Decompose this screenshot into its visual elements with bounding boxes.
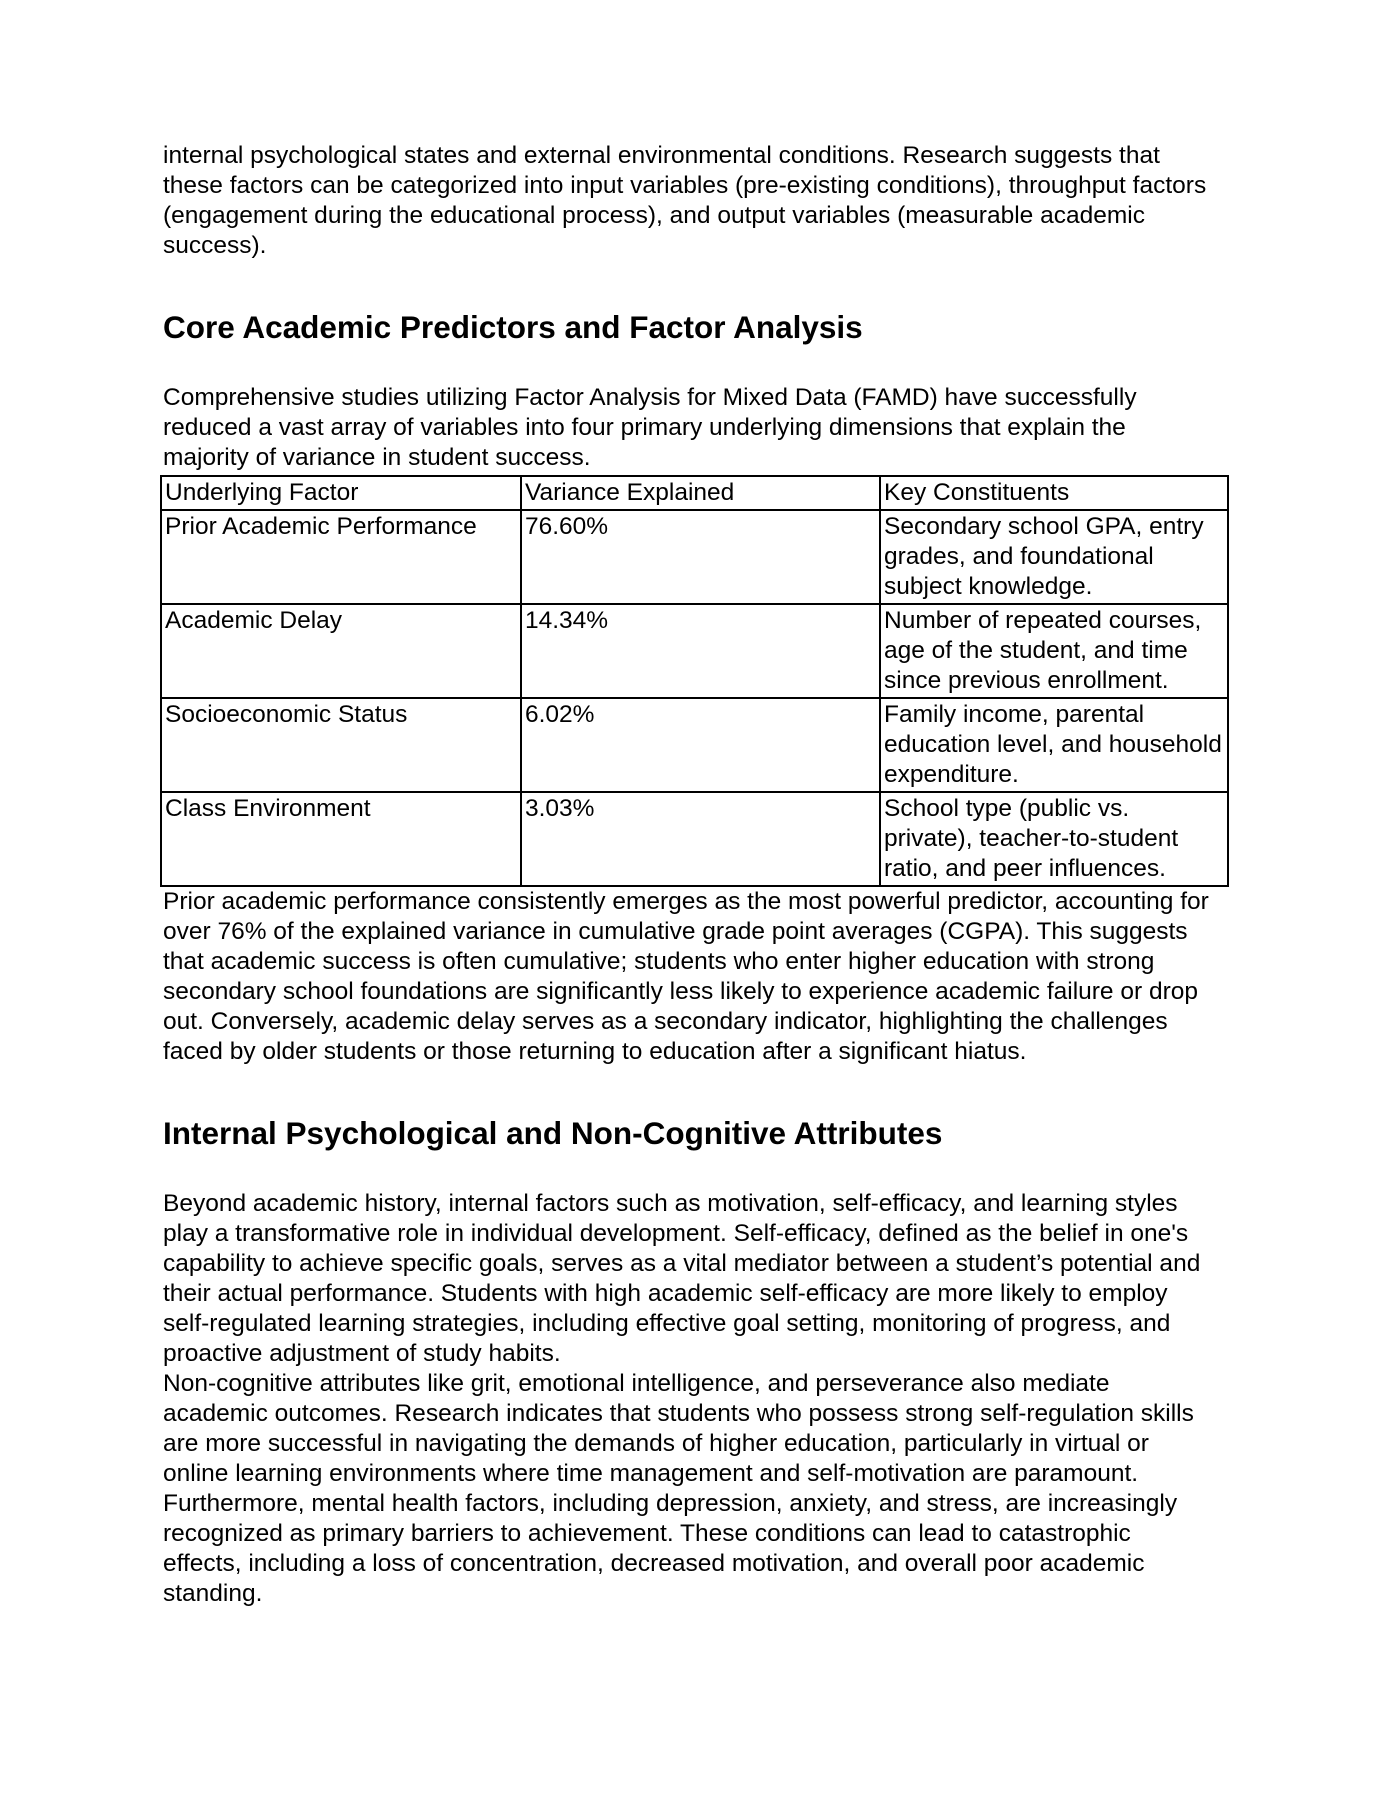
self-efficacy-paragraph: Beyond academic history, internal factors such as motivation, self-efficacy, and learning styles play a transformative role in individual development. Self-efficacy, defined as the belief in one's capability to achieve specific goals, serves as a vital mediator between a student’s potential and their actual performance. Students with high academic self-efficacy are more likely to employ self-regulated learning strategies, including effective goal setting, monitoring of progress, and proactive adjustment of study habits. (163, 1190, 1201, 1367)
table-row (161, 792, 1228, 886)
table-cell-variance: 3.03% (521, 792, 880, 886)
table-cell-constituents: School type (public vs. private), teacher-to-student ratio, and peer influences. (880, 792, 1228, 886)
analysis-paragraph: Prior academic performance consistently emerges as the most powerful predictor, accounting for over 76% of the explained variance in cumulative grade point averages (CGPA). This suggests that academic success is often cumulative; students who enter higher education with strong secondary school foundations are significantly less likely to experience academic failure or drop out. Conversely, academic delay serves as a secondary indicator, highlighting the challenges faced by older students or those returning to education after a significant hiatus. (163, 888, 1209, 1065)
section-heading-core-academic-predictors: Core Academic Predictors and Factor Analysis (163, 309, 863, 345)
column-header-underlying-factor: Underlying Factor (161, 476, 521, 510)
table-cell-variance: 6.02% (521, 698, 880, 792)
table-cell-variance: 76.60% (521, 510, 880, 604)
section-heading-internal-psychological: Internal Psychological and Non-Cognitive Attributes (163, 1115, 943, 1151)
table-header-row (161, 476, 1228, 510)
factor-analysis-table (160, 475, 1229, 887)
table-row (161, 698, 1228, 792)
table-cell-factor: Academic Delay (161, 604, 521, 698)
table-cell-constituents: Number of repeated courses, age of the student, and time since previous enrollment. (880, 604, 1228, 698)
famd-lead-paragraph: Comprehensive studies utilizing Factor Analysis for Mixed Data (FAMD) have successfully reduced a vast array of variables into four primary underlying dimensions that explain the majority of variance in student success. (163, 384, 1137, 471)
table-row (161, 604, 1228, 698)
document-content (163, 141, 1222, 1609)
intro-paragraph: internal psychological states and external environmental conditions. Research suggests that these factors can be categorized into input variables (pre-existing conditions), throughput factors (engagement during the educational process), and output variables (measurable academic success). (163, 142, 1207, 259)
column-header-key-constituents: Key Constituents (880, 476, 1228, 510)
table-cell-constituents: Family income, parental education level, and household expenditure. (880, 698, 1228, 792)
table-cell-constituents: Secondary school GPA, entry grades, and foundational subject knowledge. (880, 510, 1228, 604)
non-cognitive-paragraph: Non-cognitive attributes like grit, emotional intelligence, and perseverance also mediate academic outcomes. Research indicates that students who possess strong self-regulation skills are more successful in navigating the demands of higher education, particularly in virtual or online learning environments where time management and self-motivation are paramount. Furthermore, mental health factors, including depression, anxiety, and stress, are increasingly recognized as primary barriers to achievement. These conditions can lead to catastrophic effects, including a loss of concentration, decreased motivation, and overall poor academic standing. (163, 1370, 1194, 1607)
table-cell-factor: Class Environment (161, 792, 521, 886)
table-cell-factor: Prior Academic Performance (161, 510, 521, 604)
table-cell-factor: Socioeconomic Status (161, 698, 521, 792)
table-cell-variance: 14.34% (521, 604, 880, 698)
column-header-variance-explained: Variance Explained (521, 476, 880, 510)
table-row (161, 510, 1228, 604)
